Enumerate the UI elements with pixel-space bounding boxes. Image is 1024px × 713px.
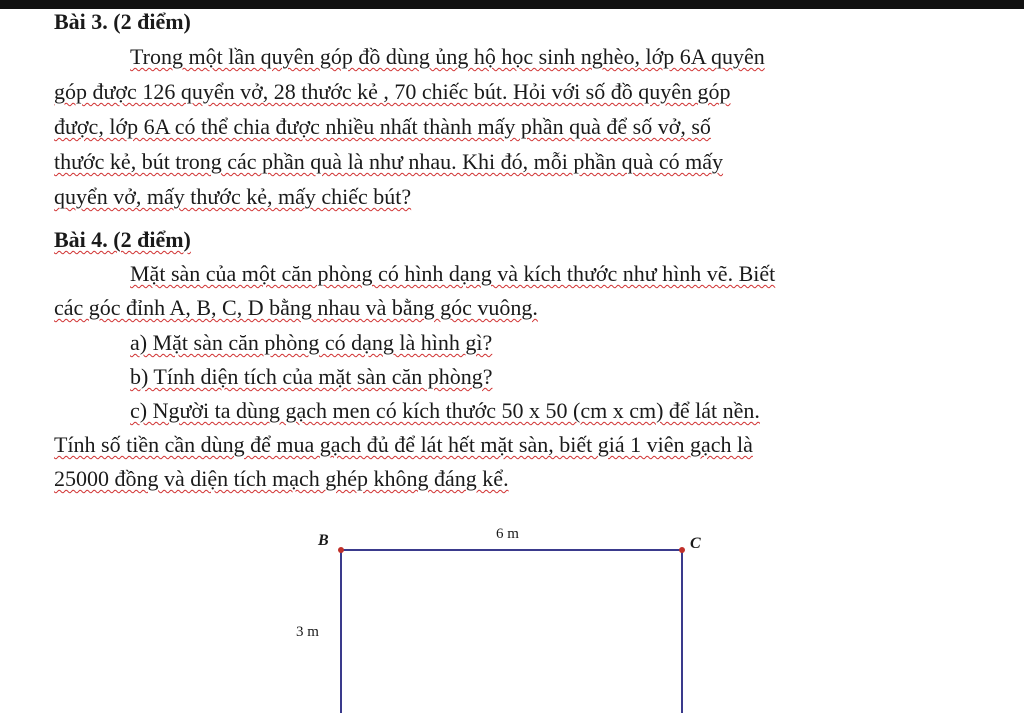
label-c: C (690, 535, 701, 552)
bai3-line-5: quyển vở, mấy thước kẻ, mấy chiếc bút? (54, 184, 412, 209)
label-top-length: 6 m (496, 526, 519, 542)
bai4-line-2: các góc đỉnh A, B, C, D bằng nhau và bằng góc vuông. (54, 295, 538, 320)
bai3-line-3: được, lớp 6A có thể chia được nhiều nhất thành mấy phần quà để số vở, số (54, 114, 711, 139)
bai4-part-b: b) Tính diện tích của mặt sàn căn phòng? (130, 364, 493, 389)
bai3-line-4: thước kẻ, bút trong các phần quà là như nhau. Khi đó, mỗi phần quà có mấy (54, 149, 724, 174)
bai3-heading: Bài 3. (2 điểm) (54, 9, 191, 34)
point-c (679, 547, 685, 553)
bai4-line-7: 25000 đồng và diện tích mạch ghép không đáng kể. (54, 466, 509, 491)
bai4-line-1: Mặt sàn của một căn phòng có hình dạng và kích thước như hình vẽ. Biết (130, 261, 776, 286)
label-b: B (318, 532, 329, 549)
bai4-part-c: c) Người ta dùng gạch men có kích thước 50 x 50 (cm x cm) để lát nền. (130, 398, 760, 423)
label-side-length: 3 m (296, 624, 319, 640)
bai4-part-a: a) Mặt sàn căn phòng có dạng là hình gì? (130, 330, 493, 355)
bai3-line-2: góp được 126 quyển vở, 28 thước kẻ , 70 chiếc bút. Hỏi với số đồ quyên góp (54, 79, 731, 104)
bai4-heading: Bài 4. (2 điểm) (54, 227, 191, 252)
point-b (338, 547, 344, 553)
bai3-line-1: Trong một lần quyên góp đồ dùng ủng hộ học sinh nghèo, lớp 6A quyên (130, 44, 765, 69)
bai4-line-6: Tính số tiền cần dùng để mua gạch đủ để lát hết mặt sàn, biết giá 1 viên gạch là (54, 432, 753, 457)
